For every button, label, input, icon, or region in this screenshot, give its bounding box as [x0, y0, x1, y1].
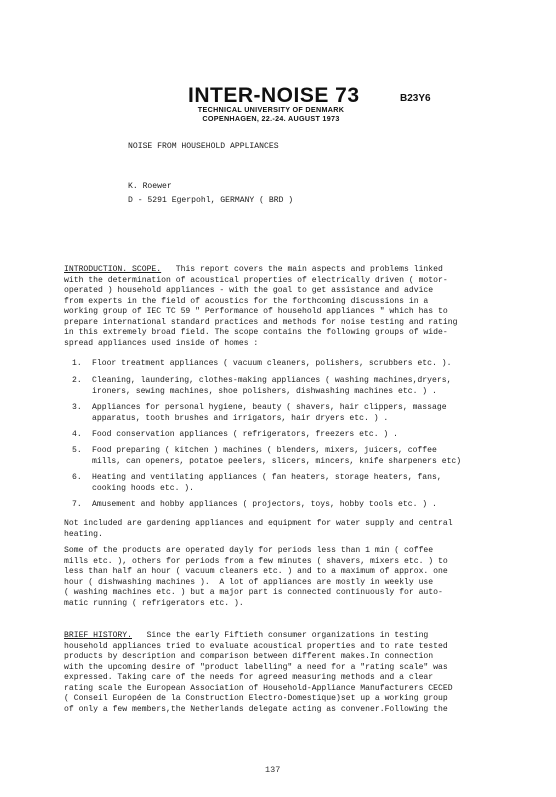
not-included-paragraph [64, 519, 504, 540]
list-text: Heating and ventilating appliances ( fan heaters, storage heaters, fans, [92, 473, 442, 482]
list-number: 4. [72, 430, 82, 439]
author-name: K. Roewer [128, 182, 172, 191]
paragraph-line: Not included are gardening appliances and equipment for water supply and central [64, 519, 453, 528]
list-text: cooking hoods etc. ). [92, 483, 194, 493]
list-text: Food preparing ( kitchen ) machines ( blenders, mixers, juicers, coffee [92, 446, 437, 455]
intro-line: working group of IEC TC 59 " Performance of household appliances " which has to [64, 307, 448, 316]
list-text: ironers, sewing machines, shoe polishers, dishwashing machines etc. ) . [92, 386, 437, 396]
paper-title: NOISE FROM HOUSEHOLD APPLIANCES [128, 142, 279, 151]
paragraph-line: ( washing machines etc. ) but a major part is connected continuously for auto- [64, 588, 443, 597]
list-text: Floor treatment appliances ( vacuum cleaners, polishers, scrubbers etc. ). [92, 359, 452, 368]
paper-code: B23Y6 [400, 93, 431, 104]
paragraph-line: hour ( dishwashing machines ). A lot of appliances are mostly in weekly use [64, 577, 434, 587]
history-line: ( Conseil Européen de la Construction Electro-Domestique)set up a working group [64, 694, 448, 703]
intro-line: operated ) household appliances - with the goal to get assistance and advice [64, 286, 434, 295]
intro-paragraph [64, 265, 504, 349]
history-line: with the upcoming desire of "product labelling" a need for a "rating scale" was [64, 662, 448, 672]
history-line: of only a few members,the Netherlands delegate acting as convener.Following the [64, 704, 448, 714]
location-date: COPENHAGEN, 22.-24. AUGUST 1973 [202, 114, 340, 123]
university-name: TECHNICAL UNIVERSITY OF DENMARK [197, 105, 345, 114]
history-line: rating scale the European Association of Household-Appliance Manufacturers CECED [64, 683, 453, 693]
paragraph-line: mills etc. ), others for periods from a few minutes ( shavers, mixers etc. ) to [64, 556, 448, 566]
intro-line: prepare international standard practices and methods for noise testing and rating [64, 317, 458, 327]
history-paragraph [64, 631, 504, 715]
operation-paragraph [64, 546, 504, 609]
paragraph-line: less than half an hour ( vacuum cleaners etc. ) and to a maximum of approx. one [64, 567, 448, 576]
history-line: Since the early Fiftieth consumer organizations in testing [132, 631, 429, 640]
history-line: expressed. Taking care of the needs for agreed measuring methods and a clear [64, 673, 434, 682]
intro-line: from experts in the field of acoustics for the forthcoming discussions in a [64, 296, 429, 306]
intro-line: This report covers the main aspects and problems linked [161, 265, 443, 274]
paragraph-line: Some of the products are operated dayly for periods less than 1 min ( coffee [64, 546, 434, 555]
list-text: Cleaning, laundering, clothes-making appliances ( washing machines,dryers, [92, 376, 452, 385]
list-number: 6. [72, 473, 82, 482]
intro-heading: INTRODUCTION. SCOPE. [64, 265, 162, 274]
history-line: products by description and comparison between different makes.In connection [64, 652, 434, 661]
intro-line: spread appliances used inside of homes : [64, 338, 259, 348]
list-text: apparatus, tooth brushes and irrigators, hair dryers etc. ) . [92, 413, 389, 423]
paragraph-line: heating. [64, 529, 103, 539]
list-number: 2. [72, 376, 82, 385]
page-number: 137 [265, 765, 281, 775]
author-affiliation: D - 5291 Egerpohl, GERMANY ( BRD ) [128, 196, 294, 205]
history-line: household appliances tried to evaluate acoustical properties and to rate tested [64, 641, 448, 651]
list-text: Appliances for personal hygiene, beauty ( shavers, hair clippers, massage [92, 403, 447, 412]
conference-title: INTER-NOISE 73 [188, 84, 360, 107]
list-number: 5. [72, 446, 82, 455]
history-heading: BRIEF HISTORY. [64, 631, 132, 640]
list-text: Amusement and hobby appliances ( projectors, toys, hobby tools etc. ) . [92, 500, 437, 509]
intro-line: with the determination of acoustical properties of electrically driven ( motor- [64, 275, 448, 285]
paragraph-line: matic running ( refrigerators etc. ). [64, 598, 244, 608]
list-text: mills, can openers, potatoe peelers, slicers, mincers, knife sharpeners etc) [92, 456, 462, 466]
list-number: 7. [72, 500, 82, 509]
list-number: 3. [72, 403, 82, 412]
intro-line: in this extremely broad field. The scope contains the following groups of wide- [64, 328, 448, 337]
list-number: 1. [72, 359, 82, 368]
list-text: Food conservation appliances ( refrigerators, freezers etc. ) . [92, 430, 398, 439]
